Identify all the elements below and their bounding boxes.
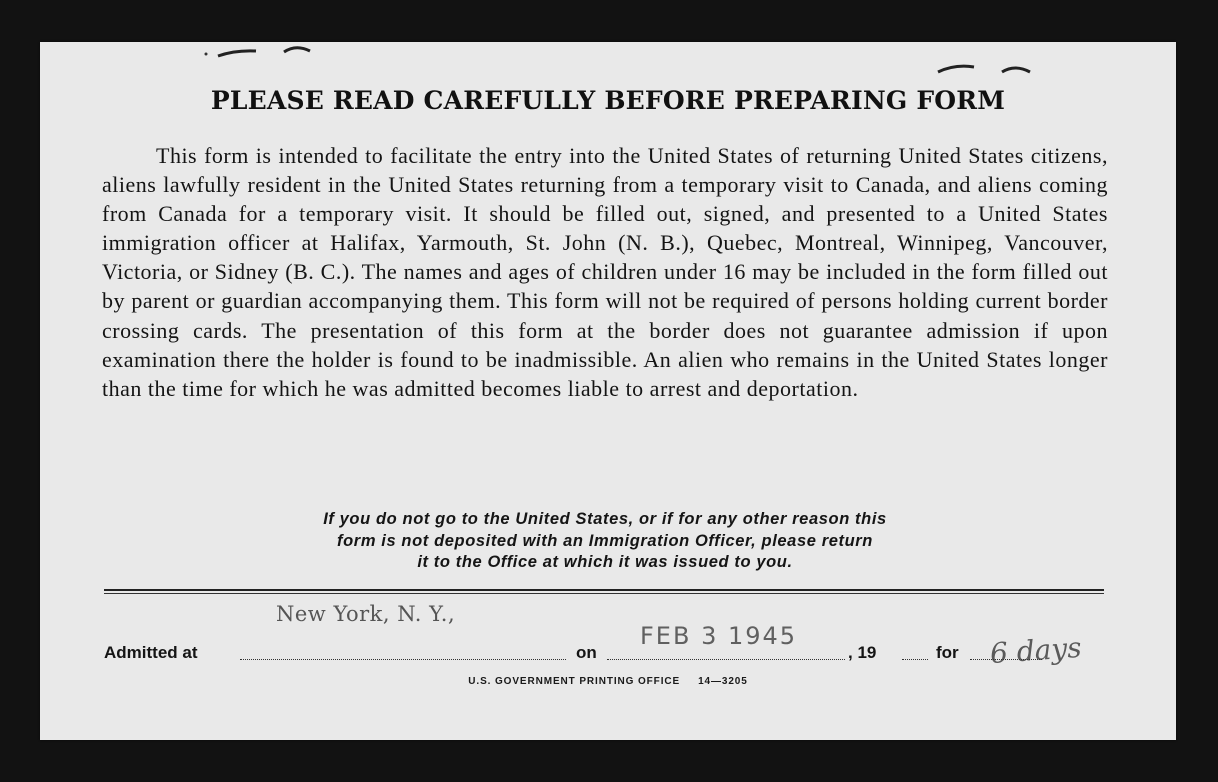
- notice-line: If you do not go to the United States, or if for any other reason this: [323, 510, 887, 528]
- date-stamp: FEB 3 1945: [640, 622, 798, 650]
- year-label: , 19: [848, 643, 877, 662]
- instructions-paragraph: This form is intended to facilitate the entry into the United States of returning United States citizens, aliens lawfully resident in the United States returning from a temporary visit to Canada, and aliens coming from Canada for a temporary visit. It should be filled out, signed, and presented to a United States immigration officer at Halifax, Yarmouth, St. John (N. B.), Quebec, Montreal, Winnipeg, Vancouver, Victoria, or Sidney (B. C.). The names and ages of children under 16 may be included in the form filled out by parent or guardian accompanying them. This form will not be required of persons holding current border crossing cards. The presentation of this form at the border does not guarantee admission if upon examination there the holder is found to be inadmissible. An alien who remains in the United States longer than the time for which he was admitted becomes liable to arrest and deportation.: [102, 143, 1108, 401]
- on-label: on: [576, 643, 597, 662]
- printer-name: U.S. GOVERNMENT PRINTING OFFICE: [468, 676, 681, 687]
- handwritten-duration: 6 days: [988, 630, 1083, 671]
- form-card: [40, 42, 1176, 740]
- notice-line: form is not deposited with an Immigration Officer, please return: [337, 531, 873, 550]
- admitted-at-field: [240, 643, 566, 660]
- admission-line: [104, 643, 1114, 667]
- divider: [104, 589, 1104, 591]
- divider: [104, 593, 1104, 594]
- form-number: 14—3205: [698, 676, 748, 687]
- form-heading: PLEASE READ CAREFULLY BEFORE PREPARING FORM: [210, 86, 1006, 115]
- year-field: [902, 643, 928, 660]
- admitted-at-stamp: New York, N. Y.,: [276, 602, 456, 626]
- return-notice: [190, 509, 1020, 574]
- notice-line: it to the Office at which it was issued to you.: [417, 553, 793, 571]
- date-field: [607, 643, 845, 660]
- duration-field: [970, 643, 1042, 660]
- for-label: for: [936, 643, 959, 662]
- admitted-at-label: Admitted at: [104, 643, 198, 662]
- printer-imprint: [40, 676, 1176, 687]
